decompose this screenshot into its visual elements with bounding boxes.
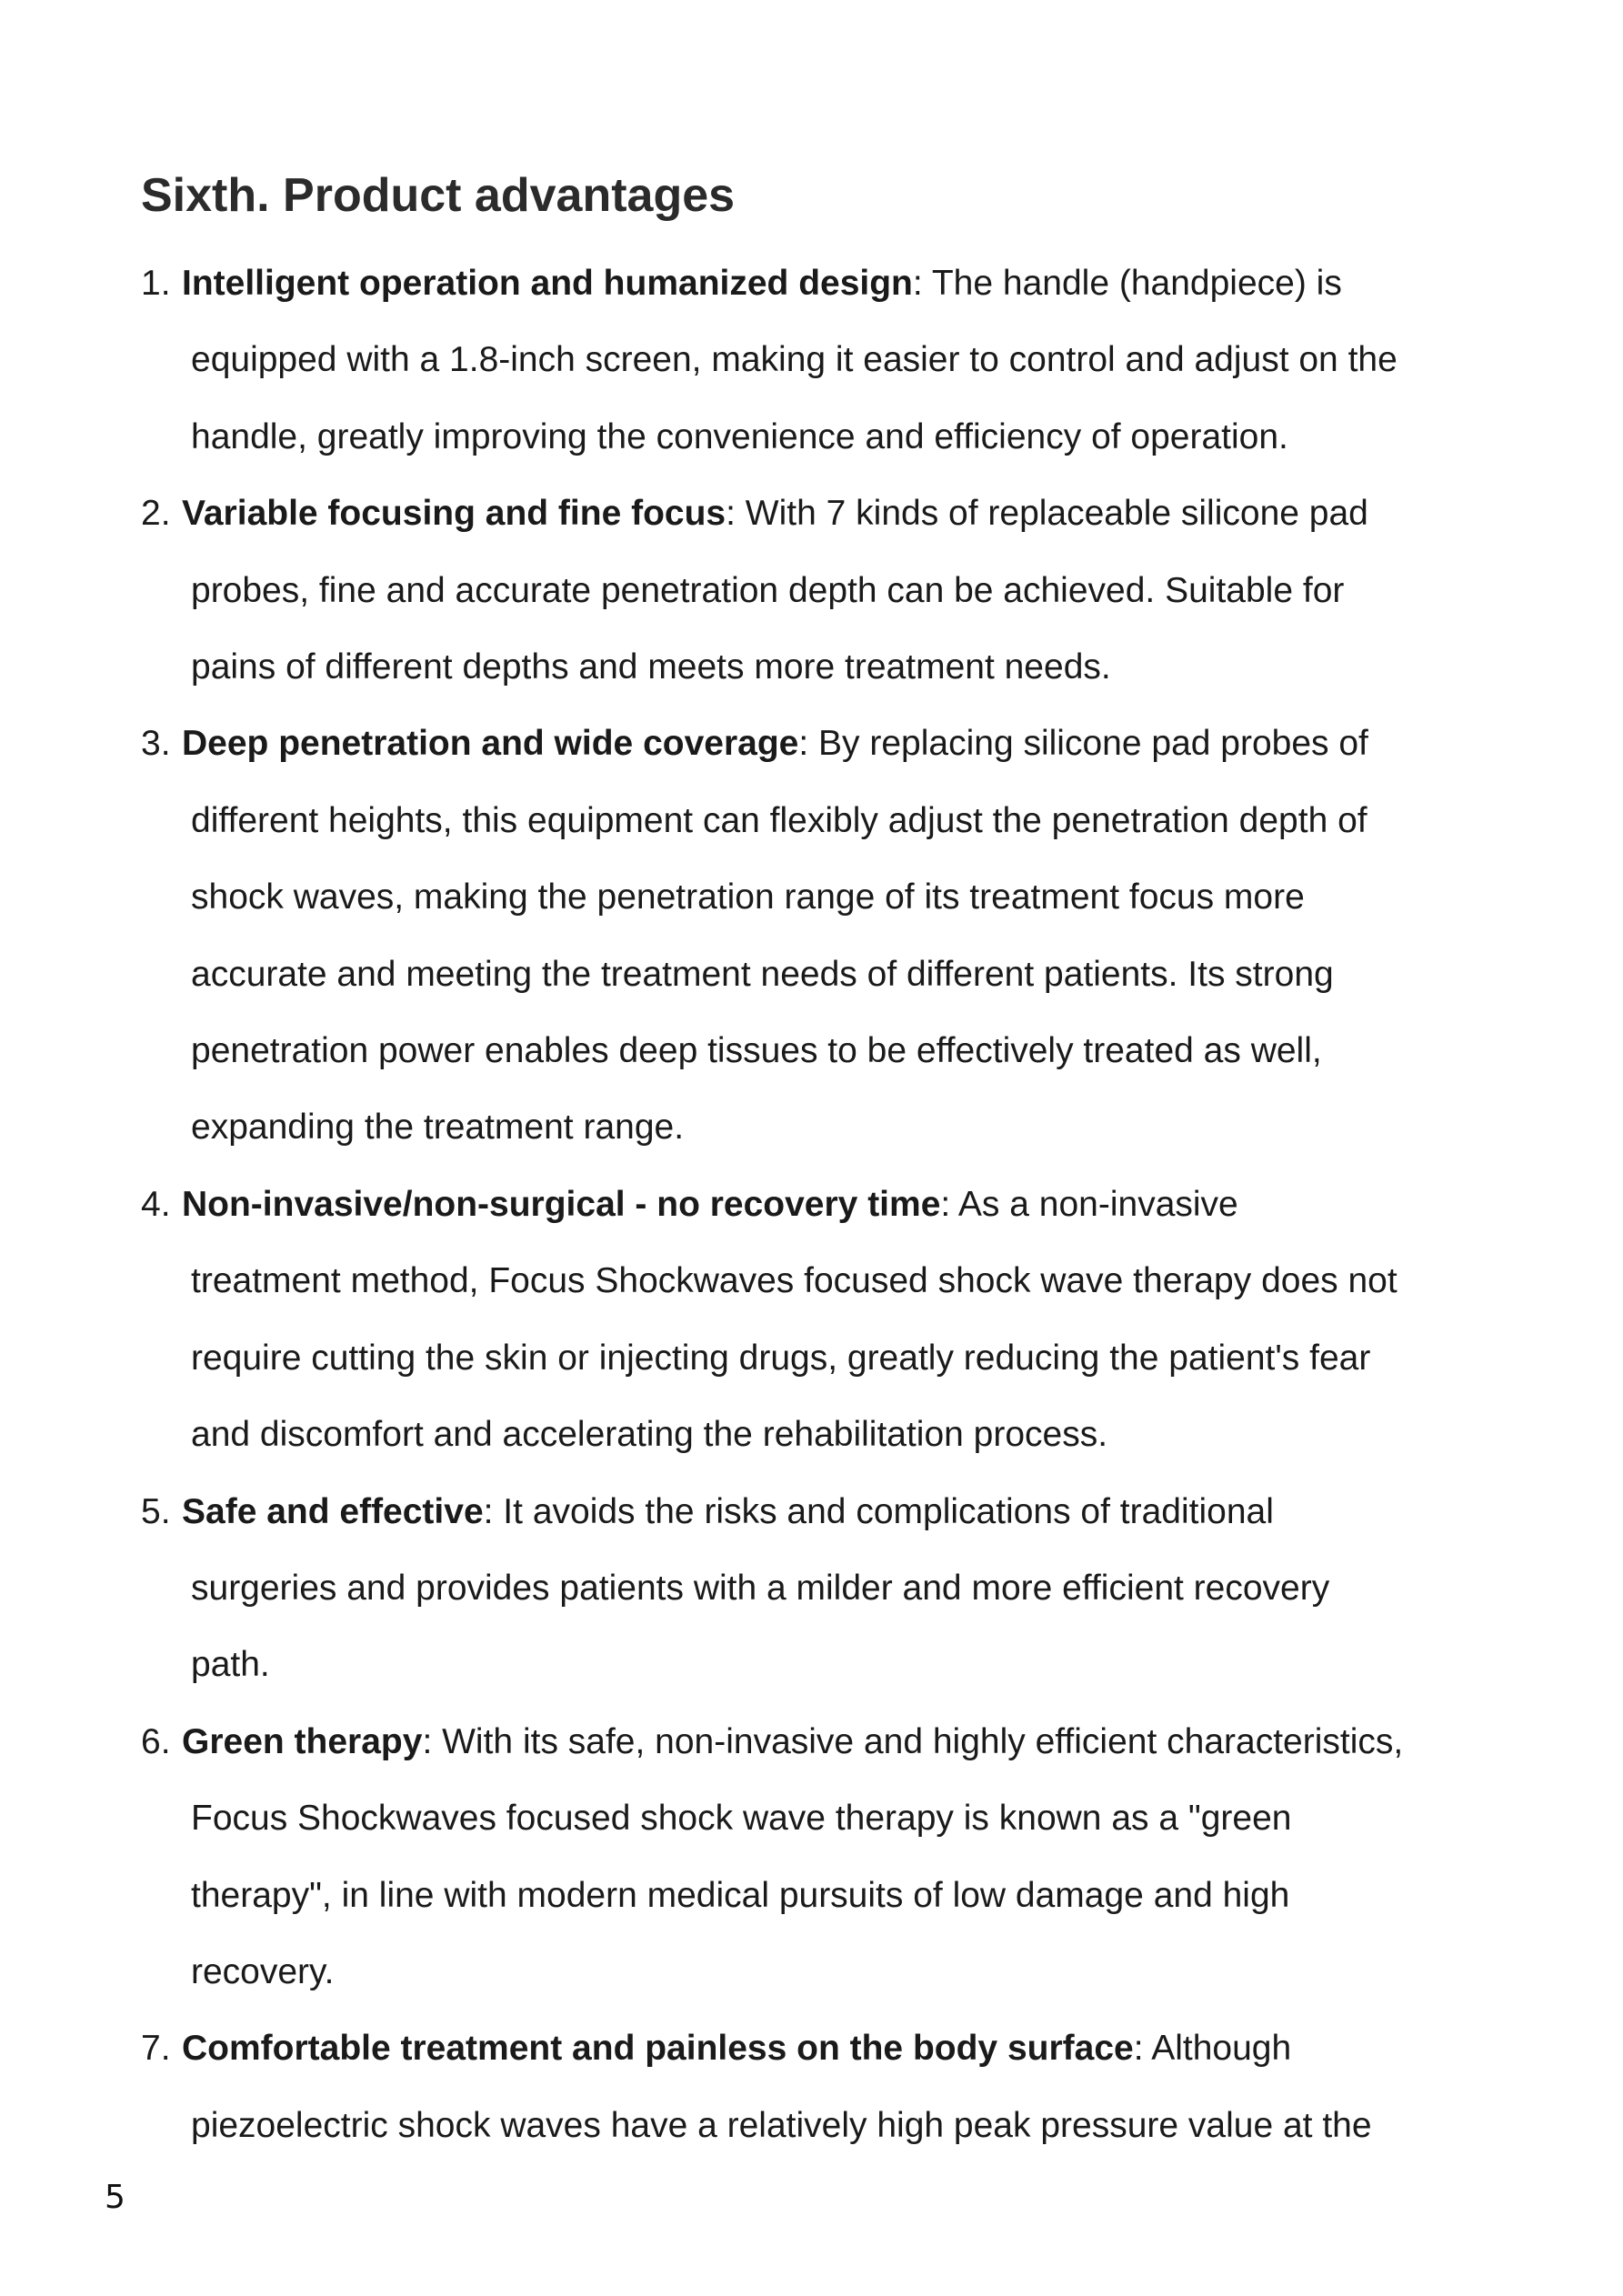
item-text: : The handle (handpiece) is xyxy=(912,264,1342,303)
page-title: Sixth. Product advantages xyxy=(141,169,736,222)
item-number: 2. xyxy=(141,494,171,534)
advantage-item-2 xyxy=(141,476,1532,706)
item-number: 3. xyxy=(141,724,171,764)
item-title: Deep penetration and wide coverage xyxy=(182,724,799,764)
item-text: treatment method, Focus Shockwaves focused shock wave therapy does not xyxy=(191,1261,1398,1301)
item-number: 4. xyxy=(141,1184,171,1224)
item-text: different heights, this equipment can flexibly adjust the penetration depth of xyxy=(191,800,1368,840)
page-number: 5 xyxy=(105,2179,125,2216)
item-title: Variable focusing and fine focus xyxy=(182,494,726,534)
item-first-line xyxy=(182,2010,1532,2087)
item-title: Safe and effective xyxy=(182,1491,484,1531)
advantages-list xyxy=(141,246,1532,2164)
item-number: 6. xyxy=(141,1721,171,1761)
advantage-item-1 xyxy=(141,246,1532,476)
item-title: Green therapy xyxy=(182,1721,423,1761)
item-text: shock waves, making the penetration range of its treatment focus more xyxy=(191,877,1305,917)
item-first-line xyxy=(182,476,1532,552)
item-text: : With its safe, non-invasive and highly efficient characteristics, xyxy=(422,1721,1404,1761)
item-text: accurate and meeting the treatment needs of different patients. Its strong xyxy=(191,954,1334,994)
item-title: Intelligent operation and humanized design xyxy=(182,264,913,303)
item-text: probes, fine and accurate penetration depth can be achieved. Suitable for xyxy=(191,570,1345,610)
item-first-line xyxy=(182,1474,1532,1550)
item-text: : It avoids the risks and complications of traditional xyxy=(483,1491,1274,1531)
item-text: recovery. xyxy=(191,1951,335,1991)
item-first-line xyxy=(182,246,1532,322)
item-text: path. xyxy=(191,1645,270,1685)
item-first-line xyxy=(182,1704,1532,1780)
advantage-item-4 xyxy=(141,1167,1532,1474)
item-text: require cutting the skin or injecting drugs, greatly reducing the patient's fear xyxy=(191,1338,1371,1378)
item-text: equipped with a 1.8-inch screen, making it easier to control and adjust on the xyxy=(191,340,1398,380)
item-text: penetration power enables deep tissues to be effectively treated as well, xyxy=(191,1031,1322,1071)
item-text: handle, greatly improving the convenience and efficiency of operation. xyxy=(191,416,1288,456)
advantage-item-7 xyxy=(141,2010,1532,2164)
advantage-item-3 xyxy=(141,706,1532,1166)
item-text: and discomfort and accelerating the rehabilitation process. xyxy=(191,1415,1108,1455)
item-number: 7. xyxy=(141,2029,171,2069)
item-text: expanding the treatment range. xyxy=(191,1108,685,1148)
item-text: therapy", in line with modern medical pursuits of low damage and high xyxy=(191,1875,1290,1915)
item-text: surgeries and provides patients with a milder and more efficient recovery xyxy=(191,1568,1330,1608)
item-title: Comfortable treatment and painless on the body surface xyxy=(182,2029,1134,2069)
item-text: : Although xyxy=(1133,2029,1292,2069)
item-text: : With 7 kinds of replaceable silicone pad xyxy=(726,494,1368,534)
item-text: piezoelectric shock waves have a relatively high peak pressure value at the xyxy=(191,2105,1372,2145)
advantage-item-5 xyxy=(141,1474,1532,1704)
item-text: Focus Shockwaves focused shock wave therapy is known as a "green xyxy=(191,1799,1292,1839)
item-first-line xyxy=(182,1167,1532,1243)
advantage-item-6 xyxy=(141,1704,1532,2011)
item-number: 5. xyxy=(141,1491,171,1531)
item-text: : By replacing silicone pad probes of xyxy=(798,724,1368,764)
item-first-line xyxy=(182,706,1532,782)
item-text: : As a non-invasive xyxy=(940,1184,1238,1224)
item-title: Non-invasive/non-surgical - no recovery time xyxy=(182,1184,941,1224)
item-number: 1. xyxy=(141,264,171,303)
item-text: pains of different depths and meets more treatment needs. xyxy=(191,647,1111,687)
